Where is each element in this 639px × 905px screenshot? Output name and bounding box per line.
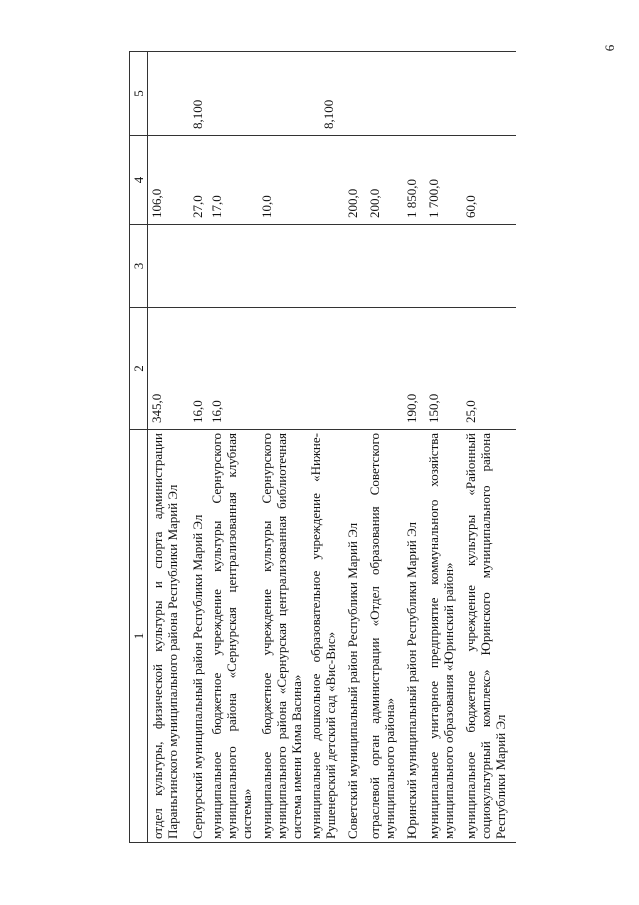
row-name: отдел культуры, физической культуры и спорта администрации Параньгинского муниципального района Республики Марий Эл: [148, 430, 185, 843]
row-col-2: 16,0: [184, 308, 208, 430]
row-col-3: [366, 225, 403, 308]
row-col-5: 8,100: [184, 52, 208, 136]
row-col-3: [184, 225, 208, 308]
row-name: муниципальное бюджетное учреждение культуры «Районный социокультурный комплекс» Юринского муниципального района Республики Марий Эл: [462, 430, 516, 843]
row-col-3: [425, 225, 462, 308]
row-col-4: [307, 136, 342, 225]
row-col-2: [342, 308, 366, 430]
row-name: муниципальное бюджетное учреждение культуры Сернурского муниципального района «Сернурская централизованная библиотечная система имени Кима Васина»: [258, 430, 307, 843]
row-col-2: 345,0: [148, 308, 185, 430]
row-col-4: 10,0: [258, 136, 307, 225]
row-col-2: 16,0: [208, 308, 258, 430]
row-name: Юринский муниципальный район Республики Марий Эл: [403, 430, 425, 843]
table-row: [403, 52, 425, 843]
row-name: муниципальное бюджетное учреждение культуры Сернурского муниципального района «Сернурская централизованная клубная система»: [208, 430, 258, 843]
row-col-4: 200,0: [342, 136, 366, 225]
row-col-5: [148, 52, 185, 136]
row-col-3: [208, 225, 258, 308]
table-row: [342, 52, 366, 843]
row-col-2: [366, 308, 403, 430]
header-col-3: 3: [130, 225, 148, 308]
table-row: [208, 52, 258, 843]
row-col-5: [208, 52, 258, 136]
table-row: [184, 52, 208, 843]
row-col-2: [258, 308, 307, 430]
row-col-3: [403, 225, 425, 308]
row-name: Советский муниципальный район Республики Марий Эл: [342, 430, 366, 843]
row-col-5: [425, 52, 462, 136]
row-col-4: 1 700,0: [425, 136, 462, 225]
row-col-4: 1 850,0: [403, 136, 425, 225]
row-col-5: [366, 52, 403, 136]
row-col-2: 25,0: [462, 308, 516, 430]
header-col-2: 2: [130, 308, 148, 430]
table-row: [307, 52, 342, 843]
row-col-4: 200,0: [366, 136, 403, 225]
row-col-5: 8,100: [307, 52, 342, 136]
header-col-1: 1: [130, 430, 148, 843]
row-col-2: 150,0: [425, 308, 462, 430]
row-col-4: 60,0: [462, 136, 516, 225]
row-col-2: 190,0: [403, 308, 425, 430]
header-col-5: 5: [130, 52, 148, 136]
row-col-3: [462, 225, 516, 308]
row-col-4: 106,0: [148, 136, 185, 225]
page-number: 6: [602, 44, 617, 52]
row-col-5: [462, 52, 516, 136]
data-table: [129, 51, 516, 843]
rotated-table-container: [129, 52, 629, 843]
row-col-5: [342, 52, 366, 136]
row-col-3: [342, 225, 366, 308]
row-col-5: [258, 52, 307, 136]
row-name: отраслевой орган администрации «Отдел образования Советского муниципального района»: [366, 430, 403, 843]
row-col-2: [307, 308, 342, 430]
table-row: [148, 52, 185, 843]
row-col-3: [148, 225, 185, 308]
header-row: [130, 52, 148, 843]
row-name: муниципальное унитарное предприятие коммунального хозяйства муниципального образования «Юринский район»: [425, 430, 462, 843]
table-row: [258, 52, 307, 843]
row-col-5: [403, 52, 425, 136]
table-row: [425, 52, 462, 843]
row-col-3: [258, 225, 307, 308]
row-name: Сернурский муниципальный район Республики Марий Эл: [184, 430, 208, 843]
row-col-4: 27,0: [184, 136, 208, 225]
header-col-4: 4: [130, 136, 148, 225]
row-name: муниципальное дошкольное образовательное учреждение «Нижне-Рушенерский детский сад «Вис-Вис»: [307, 430, 342, 843]
table-row: [462, 52, 516, 843]
table-row: [366, 52, 403, 843]
row-col-4: 17,0: [208, 136, 258, 225]
row-col-3: [307, 225, 342, 308]
